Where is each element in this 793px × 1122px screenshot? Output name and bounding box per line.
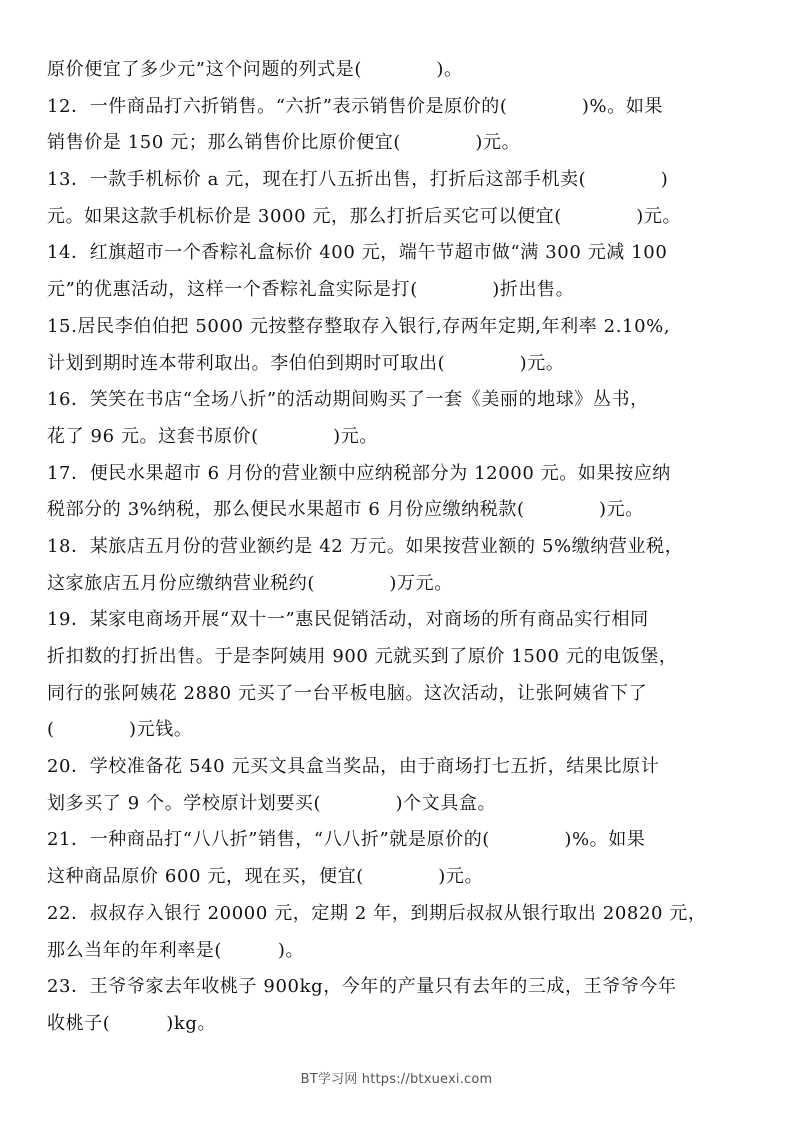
text-line: 税部分的 3%纳税，那么便民水果超市 6 月份应缴纳税款( )元。 <box>47 499 644 521</box>
text-line: 这家旅店五月份应缴纳营业税约( )万元。 <box>47 572 453 594</box>
problem-list <box>47 52 752 1043</box>
text-line: 划多买了 9 个。学校原计划要买( )个文具盒。 <box>47 792 497 814</box>
page-footer: BT学习网 https://btxuexi.com <box>300 1072 493 1087</box>
text-line: 15.居民李伯伯把 5000 元按整存整取存入银行,存两年定期,年利率 2.10%, <box>47 315 671 337</box>
text-line: 元”的优惠活动，这样一个香粽礼盒实际是打( )折出售。 <box>47 279 575 301</box>
text-line: 花了 96 元。这套书原价( )元。 <box>47 425 378 447</box>
text-line: 14．红旗超市一个香粽礼盒标价 400 元，端午节超市做“满 300 元减 100 <box>47 242 668 264</box>
text-line: 计划到期时连本带利取出。李伯伯到期时可取出( )元。 <box>47 352 565 374</box>
text-line: ( )元钱。 <box>47 719 193 741</box>
text-line: 同行的张阿姨花 2880 元买了一台平板电脑。这次活动，让张阿姨省下了 <box>47 682 648 704</box>
text-line: 那么当年的年利率是( )。 <box>47 939 305 961</box>
text-line: 元。如果这款手机标价是 3000 元，那么打折后买它可以便宜( )元。 <box>47 205 682 227</box>
text-line: 23．王爷爷家去年收桃子 900kg，今年的产量只有去年的三成，王爷爷今年 <box>47 976 677 998</box>
text-line: 原价便宜了多少元”这个问题的列式是( )。 <box>47 59 463 80</box>
text-line: 这种商品原价 600 元，现在买，便宜( )元。 <box>47 866 484 888</box>
text-line: 19．某家电商场开展“双十一”惠民促销活动，对商场的所有商品实行相同 <box>47 609 649 631</box>
text-line: 21．一种商品打“八八折”销售，“八八折”就是原价的( )%。如果 <box>47 829 646 851</box>
text-line: 12．一件商品打六折销售。“六折”表示销售价是原价的( )%。如果 <box>47 95 664 117</box>
text-line: 20．学校准备花 540 元买文具盒当奖品，由于商场打七五折，结果比原计 <box>47 756 660 778</box>
text-line: 16．笑笑在书店“全场八折”的活动期间购买了一套《美丽的地球》丛书， <box>47 389 649 411</box>
text-line: 22．叔叔存入银行 20000 元，定期 2 年，到期后叔叔从银行取出 20820 元， <box>47 902 707 924</box>
text-line: 销售价是 150 元；那么销售价比原价便宜( )元。 <box>47 132 521 154</box>
text-line: 17．便民水果超市 6 月份的营业额中应纳税部分为 12000 元。如果按应纳 <box>47 462 671 484</box>
text-line: 18．某旅店五月份的营业额约是 42 万元。如果按营业额的 5%缴纳营业税， <box>47 535 684 557</box>
text-line: 收桃子( )kg。 <box>47 1012 217 1034</box>
text-line: 13．一款手机标价 a 元，现在打八五折出售，打折后这部手机卖( ) <box>47 169 669 191</box>
text-line: 折扣数的打折出售。于是李阿姨用 900 元就买到了原价 1500 元的电饭堡， <box>47 646 678 667</box>
